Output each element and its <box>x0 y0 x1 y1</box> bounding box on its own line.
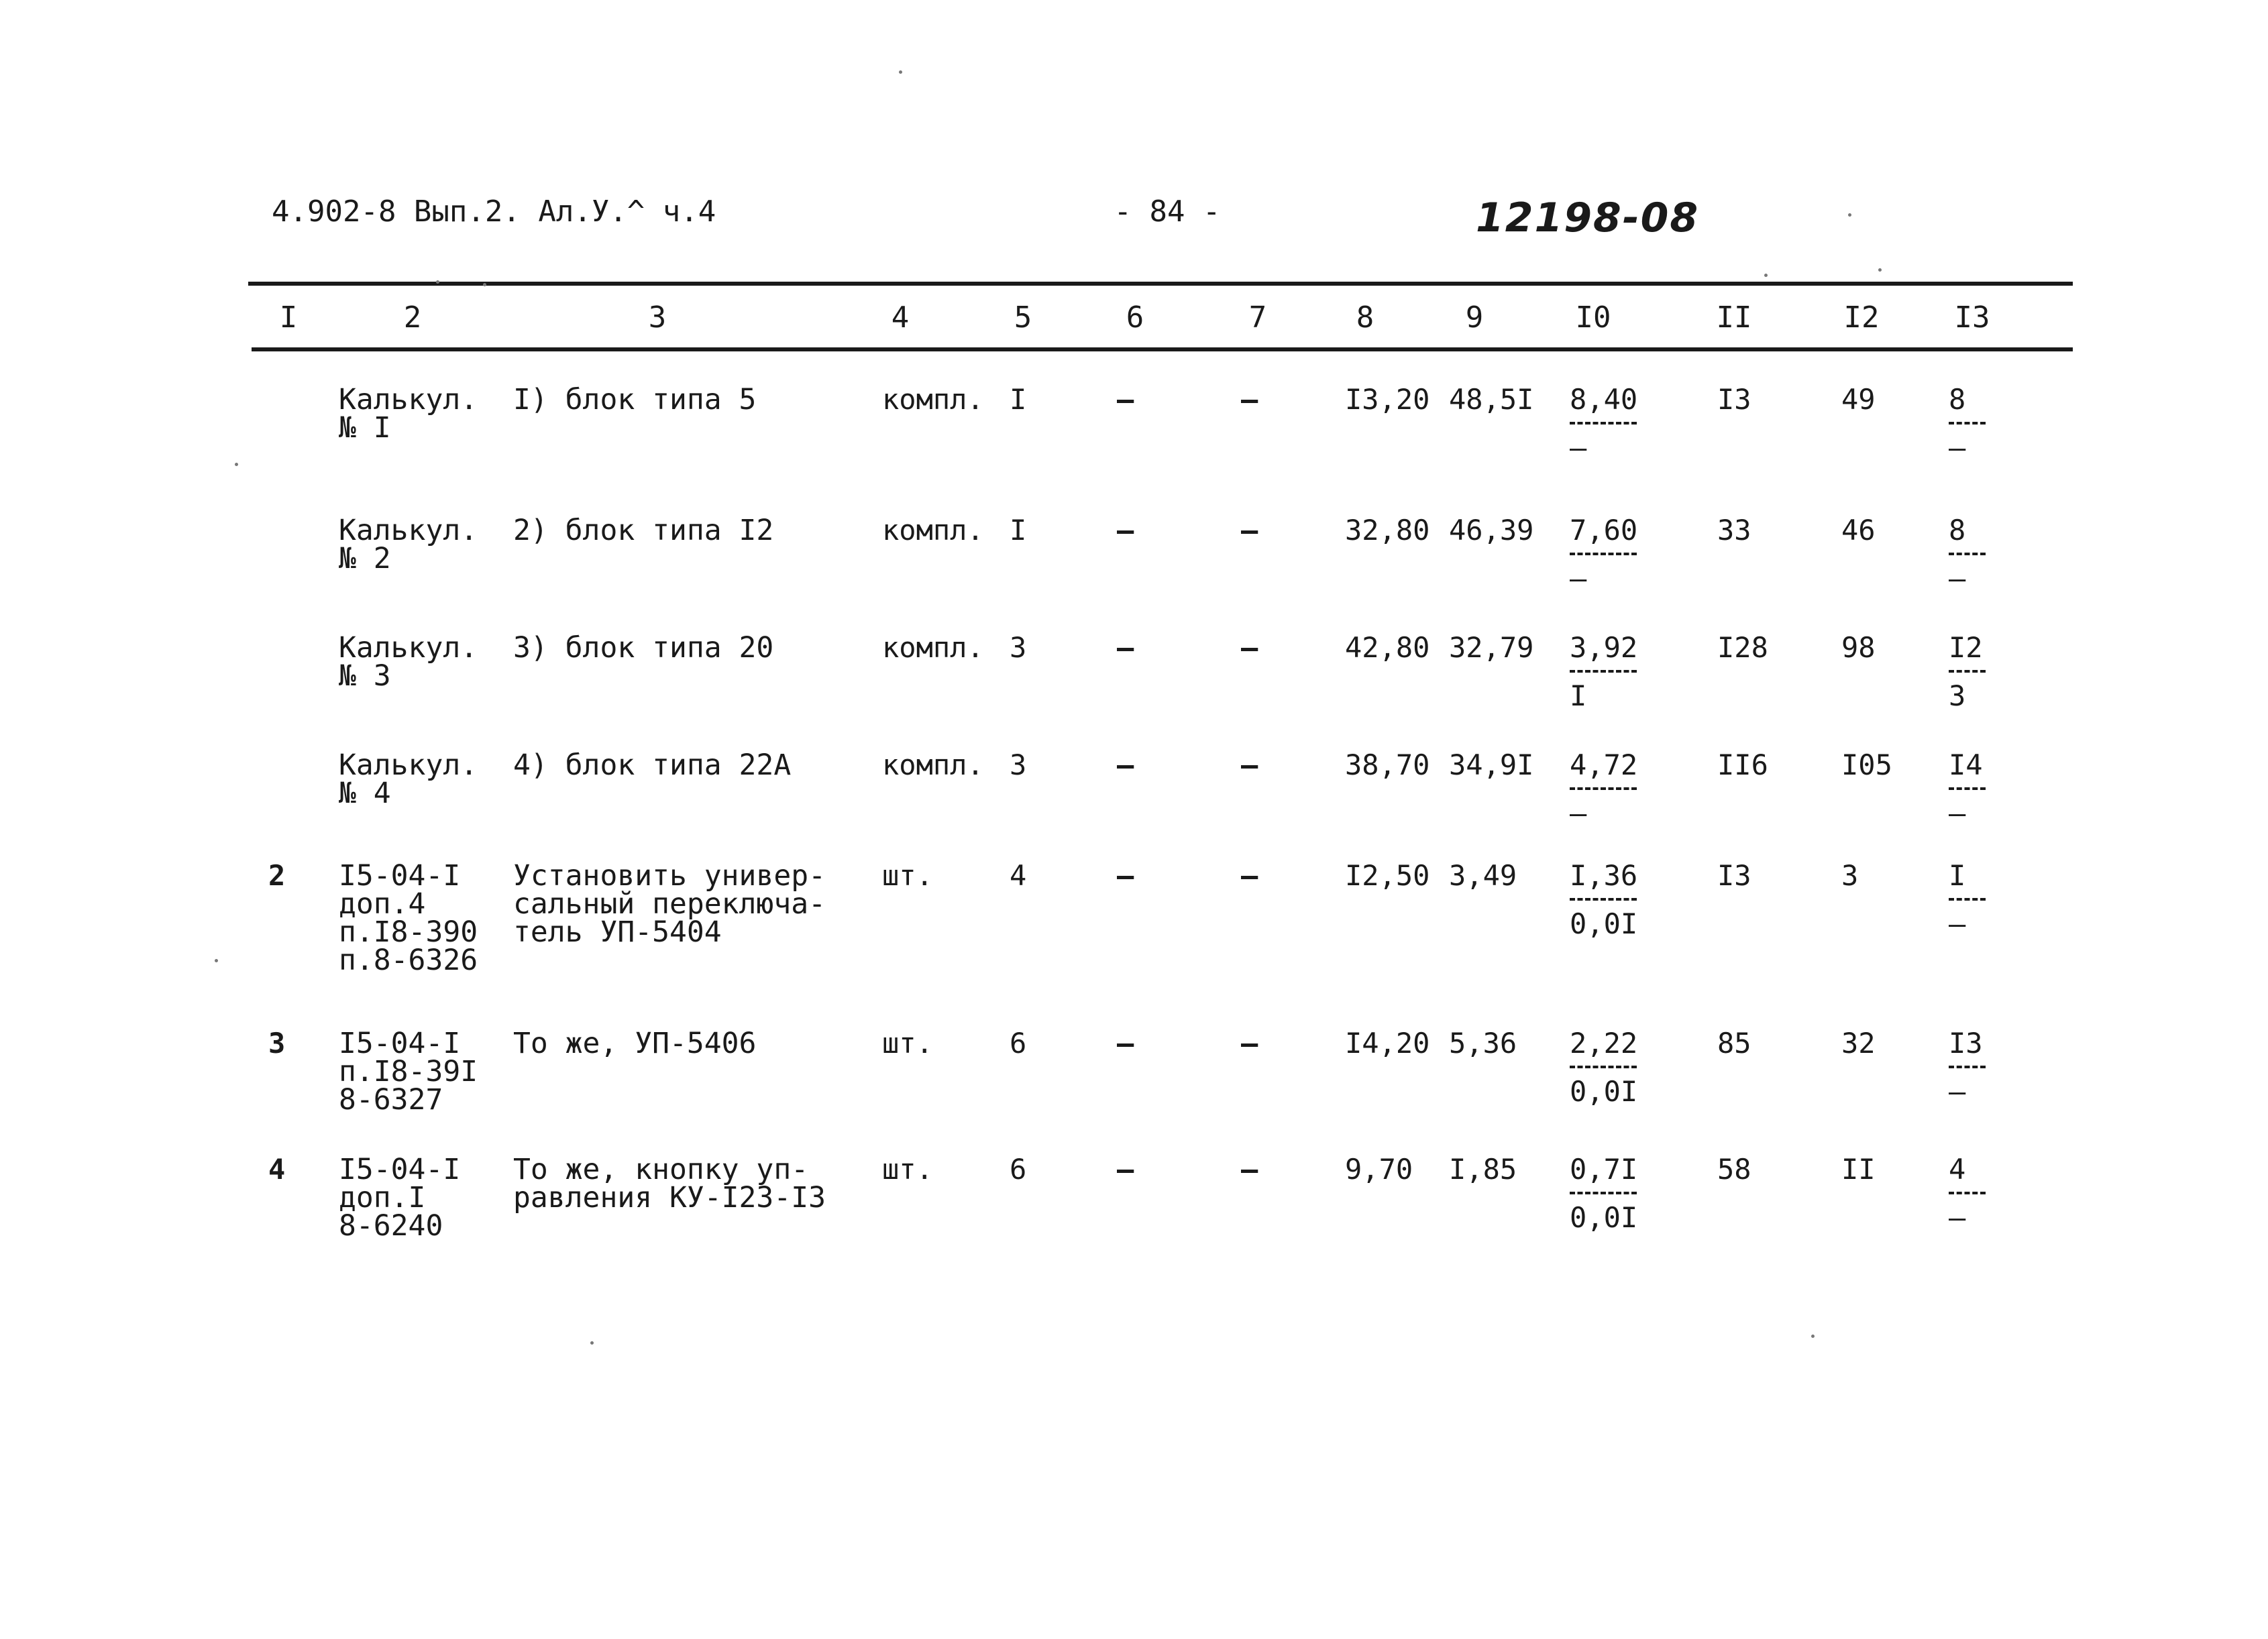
col6-cell: – <box>1117 383 1134 416</box>
col12-cell: 98 <box>1841 631 1876 664</box>
col13-numerator: I4 <box>1949 748 1983 781</box>
col6-cell: – <box>1117 1027 1134 1060</box>
col11-cell: 85 <box>1717 1027 1751 1060</box>
work-description: 3) блок типа 20 <box>513 631 774 665</box>
col10-numerator: I,36 <box>1570 859 1638 892</box>
scan-speck <box>1764 274 1768 277</box>
column-header: I0 <box>1575 300 1611 335</box>
fraction-bar <box>1949 422 1986 425</box>
col9-cell: 34,9I <box>1449 748 1534 781</box>
col10-denominator: 0,0I <box>1570 1201 1638 1234</box>
col13-fraction <box>1949 1029 2036 1106</box>
col6-cell: – <box>1117 1153 1134 1186</box>
col10-denominator: 0,0I <box>1570 907 1638 940</box>
unit-cell: шт. <box>882 1153 933 1186</box>
col10-denominator: – <box>1570 797 1587 830</box>
work-description: Установить универ- сальный переключа- тель УП-5404 <box>513 859 826 949</box>
column-header: I3 <box>1954 300 1990 335</box>
row-number: 4 <box>268 1153 286 1186</box>
fraction-bar <box>1949 670 1986 673</box>
col9-cell: 3,49 <box>1449 859 1517 892</box>
col8-cell: I2,50 <box>1345 859 1430 892</box>
col12-cell: 46 <box>1841 514 1876 547</box>
col13-fraction <box>1949 748 2036 830</box>
scan-speck <box>590 1341 594 1345</box>
col12-cell: 32 <box>1841 1027 1876 1060</box>
fraction-bar <box>1570 1192 1637 1194</box>
quantity-cell: 4 <box>1010 859 1027 892</box>
col10-fraction <box>1570 1155 1657 1232</box>
col10-numerator: 2,22 <box>1570 1027 1638 1060</box>
col13-fraction <box>1949 1155 2036 1232</box>
fraction-bar <box>1949 898 1986 901</box>
col10-fraction <box>1570 383 1657 464</box>
column-header: 3 <box>648 300 667 335</box>
col11-cell: II6 <box>1717 748 1768 781</box>
column-header: 4 <box>891 300 910 335</box>
norm-reference: I5-04-I доп.4 п.I8-390 п.8-6326 <box>339 859 478 977</box>
col10-denominator: – <box>1570 431 1587 464</box>
col6-cell: – <box>1117 748 1134 781</box>
col10-fraction <box>1570 748 1657 830</box>
col13-numerator: 8 <box>1949 383 1966 416</box>
col13-denominator: 3 <box>1949 679 1966 712</box>
col10-numerator: 7,60 <box>1570 514 1638 547</box>
col10-fraction <box>1570 859 1657 940</box>
col10-fraction <box>1570 516 1657 593</box>
column-header: 8 <box>1356 300 1374 335</box>
work-description: То же, УП-5406 <box>513 1027 757 1060</box>
col11-cell: 58 <box>1717 1153 1751 1186</box>
col9-cell: 32,79 <box>1449 631 1534 664</box>
col13-denominator: – <box>1949 562 1966 595</box>
document-code: 4.902-8 Вып.2. Ал.У.^ ч.4 <box>272 194 716 229</box>
col13-numerator: 4 <box>1949 1153 1966 1186</box>
col8-cell: 32,80 <box>1345 514 1430 547</box>
quantity-cell: 3 <box>1010 631 1027 664</box>
quantity-cell: I <box>1010 514 1027 547</box>
col13-denominator: – <box>1949 797 1966 830</box>
col11-cell: I28 <box>1717 631 1768 664</box>
col13-fraction <box>1949 383 2036 464</box>
table-header-rule <box>252 347 2073 351</box>
col7-cell: – <box>1241 859 1258 892</box>
unit-cell: компл. <box>882 748 984 781</box>
norm-reference: Калькул. № 3 <box>339 631 478 693</box>
unit-cell: компл. <box>882 383 984 416</box>
col13-denominator: – <box>1949 907 1966 940</box>
col8-cell: I4,20 <box>1345 1027 1430 1060</box>
norm-reference: I5-04-I доп.I 8-6240 <box>339 1153 461 1243</box>
fraction-bar <box>1570 553 1637 555</box>
col7-cell: – <box>1241 383 1258 416</box>
col9-cell: 5,36 <box>1449 1027 1517 1060</box>
col8-cell: I3,20 <box>1345 383 1430 416</box>
col7-cell: – <box>1241 1153 1258 1186</box>
col8-cell: 42,80 <box>1345 631 1430 664</box>
col13-fraction <box>1949 859 2036 940</box>
col13-denominator: – <box>1949 1201 1966 1234</box>
column-header: I <box>279 300 298 335</box>
unit-cell: шт. <box>882 859 933 892</box>
col7-cell: – <box>1241 514 1258 547</box>
scan-speck <box>235 463 238 466</box>
page-number: - 84 - <box>1114 194 1221 229</box>
work-description: То же, кнопку уп- равления КУ-I23-I3 <box>513 1153 826 1214</box>
col8-cell: 38,70 <box>1345 748 1430 781</box>
col9-cell: 48,5I <box>1449 383 1534 416</box>
col8-cell: 9,70 <box>1345 1153 1413 1186</box>
column-header: I2 <box>1843 300 1880 335</box>
fraction-bar <box>1570 898 1637 901</box>
col13-denominator: – <box>1949 431 1966 464</box>
col11-cell: I3 <box>1717 859 1751 892</box>
row-number: 3 <box>268 1027 286 1060</box>
col13-numerator: I2 <box>1949 631 1983 664</box>
col10-numerator: 8,40 <box>1570 383 1638 416</box>
col13-denominator: – <box>1949 1075 1966 1108</box>
scan-speck <box>1878 268 1882 272</box>
fraction-bar <box>1949 1066 1986 1068</box>
col10-numerator: 4,72 <box>1570 748 1638 781</box>
quantity-cell: 3 <box>1010 748 1027 781</box>
col11-cell: I3 <box>1717 383 1751 416</box>
col12-cell: I05 <box>1841 748 1892 781</box>
work-description: 4) блок типа 22А <box>513 748 792 782</box>
column-header: 9 <box>1465 300 1484 335</box>
unit-cell: шт. <box>882 1027 933 1060</box>
col6-cell: – <box>1117 631 1134 664</box>
scan-speck <box>899 70 902 74</box>
table-top-rule <box>248 282 2073 286</box>
col12-cell: 49 <box>1841 383 1876 416</box>
col7-cell: – <box>1241 748 1258 781</box>
quantity-cell: 6 <box>1010 1153 1027 1186</box>
col10-denominator: 0,0I <box>1570 1075 1638 1108</box>
scan-speck <box>436 280 439 284</box>
fraction-bar <box>1949 787 1986 790</box>
col10-fraction <box>1570 1029 1657 1106</box>
col10-denominator: I <box>1570 679 1587 712</box>
col10-numerator: 3,92 <box>1570 631 1638 664</box>
scan-speck <box>1811 1335 1815 1338</box>
col6-cell: – <box>1117 859 1134 892</box>
scan-speck <box>215 959 218 962</box>
norm-reference: Калькул. № 2 <box>339 514 478 575</box>
col10-fraction <box>1570 631 1657 712</box>
column-header: 6 <box>1126 300 1144 335</box>
col10-denominator: – <box>1570 562 1587 595</box>
quantity-cell: I <box>1010 383 1027 416</box>
fraction-bar <box>1949 553 1986 555</box>
unit-cell: компл. <box>882 631 984 664</box>
norm-reference: Калькул. № 4 <box>339 748 478 810</box>
work-description: 2) блок типа I2 <box>513 514 774 547</box>
col7-cell: – <box>1241 1027 1258 1060</box>
col12-cell: II <box>1841 1153 1876 1186</box>
col9-cell: I,85 <box>1449 1153 1517 1186</box>
col13-numerator: 8 <box>1949 514 1966 547</box>
col7-cell: – <box>1241 631 1258 664</box>
col12-cell: 3 <box>1841 859 1859 892</box>
fraction-bar <box>1949 1192 1986 1194</box>
norm-reference: Калькул. № I <box>339 383 478 445</box>
col13-numerator: I3 <box>1949 1027 1983 1060</box>
column-header: 7 <box>1248 300 1267 335</box>
work-description: I) блок типа 5 <box>513 383 757 416</box>
row-number: 2 <box>268 859 286 892</box>
scan-speck <box>483 283 486 286</box>
sheet-number: 12198-08 <box>1476 194 1700 241</box>
fraction-bar <box>1570 1066 1637 1068</box>
column-header: 2 <box>403 300 422 335</box>
col13-numerator: I <box>1949 859 1966 892</box>
fraction-bar <box>1570 670 1637 673</box>
col13-fraction <box>1949 631 2036 712</box>
col6-cell: – <box>1117 514 1134 547</box>
col9-cell: 46,39 <box>1449 514 1534 547</box>
unit-cell: компл. <box>882 514 984 547</box>
scan-speck <box>1848 213 1851 217</box>
fraction-bar <box>1570 422 1637 425</box>
quantity-cell: 6 <box>1010 1027 1027 1060</box>
col10-numerator: 0,7I <box>1570 1153 1638 1186</box>
col13-fraction <box>1949 516 2036 593</box>
column-header: 5 <box>1014 300 1032 335</box>
norm-reference: I5-04-I п.I8-39I 8-6327 <box>339 1027 478 1117</box>
column-header: II <box>1716 300 1752 335</box>
col11-cell: 33 <box>1717 514 1751 547</box>
fraction-bar <box>1570 787 1637 790</box>
